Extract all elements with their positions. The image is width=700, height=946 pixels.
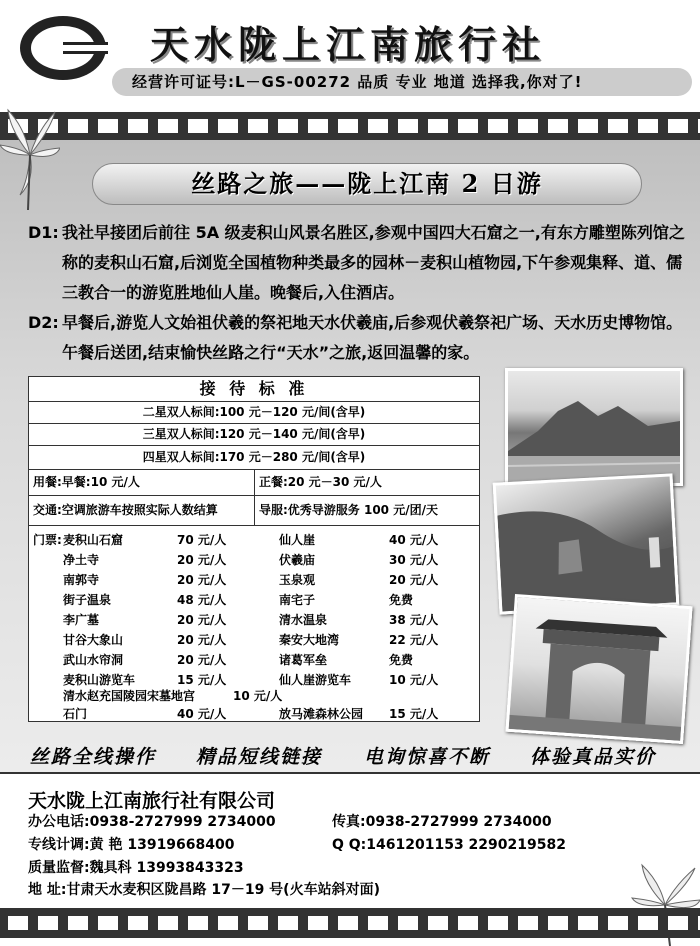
ticket-price: 免费	[389, 593, 414, 607]
archway-photo	[505, 594, 692, 744]
itinerary-day1	[28, 218, 688, 310]
company-logo	[18, 14, 108, 82]
ticket-price: 10 元/人	[389, 673, 439, 687]
room-row: 二星双人标间:100 元－120 元/间(含早)	[29, 401, 479, 424]
slogan: 丝路全线操作	[30, 746, 157, 768]
ticket-price: 30 元/人	[389, 553, 439, 567]
ticket-price: 20 元/人	[177, 573, 227, 587]
meals-row	[29, 469, 479, 496]
ticket-name: 麦积山游览车	[63, 673, 136, 687]
ticket-price: 40 元/人	[177, 707, 227, 721]
ticket-name: 玉泉观	[279, 573, 316, 587]
reception-standards-table	[28, 376, 480, 722]
qq-number: Q Q:1461201153 2290219582	[332, 837, 566, 853]
ticket-name: 石门	[63, 707, 88, 721]
transport: 交通:空调旅游车按照实际人数结算	[33, 503, 218, 517]
license-bar: 经营许可证号:L－GS-00272 品质 专业 地道 选择我,你对了!	[112, 68, 692, 96]
ticket-name: 伏羲庙	[279, 553, 316, 567]
slogan: 电询惊喜不断	[364, 746, 491, 768]
tickets-label: 门票:	[33, 533, 62, 547]
ticket-name: 麦积山石窟	[63, 533, 124, 547]
ticket-price: 20 元/人	[177, 633, 227, 647]
office-phone: 办公电话:0938-2727999 2734000	[28, 814, 276, 830]
tickets-section	[29, 525, 479, 721]
table-title: 接 待 标 准	[29, 377, 479, 402]
film-strip-bottom	[0, 908, 700, 938]
ticket-name: 放马滩森林公园	[279, 707, 364, 721]
meals-breakfast: 用餐:早餐:10 元/人	[33, 475, 140, 489]
meals-main: 正餐:20 元－30 元/人	[259, 475, 382, 489]
day-label: D2:	[28, 313, 59, 332]
day-description: 早餐后,游览人文始祖伏羲的祭祀地天水伏羲庙,后参观伏羲祭祀广场、天水历史博物馆。午餐后送团,结束愉快丝路之行“天水”之旅,返回温馨的家。	[62, 313, 683, 362]
ticket-price: 38 元/人	[389, 613, 439, 627]
company-full-name: 天水陇上江南旅行社有限公司	[28, 790, 276, 812]
ticket-price: 15 元/人	[177, 673, 227, 687]
ticket-name: 诸葛军垒	[279, 653, 328, 667]
ticket-price: 20 元/人	[177, 553, 227, 567]
ticket-price: 10 元/人	[233, 689, 283, 703]
address: 地 址:甘肃天水麦积区陇昌路 17－19 号(火车站斜对面)	[28, 882, 380, 898]
lily-flower-icon	[0, 100, 60, 210]
planner-contact: 专线计调:黄 艳 13919668400	[28, 837, 235, 853]
ticket-name: 净土寺	[63, 553, 100, 567]
room-row: 三星双人标间:120 元－140 元/间(含早)	[29, 423, 479, 446]
route-title-banner: 丝路之旅——陇上江南 2 日游	[92, 163, 642, 205]
ticket-price: 免费	[389, 653, 414, 667]
ticket-price: 48 元/人	[177, 593, 227, 607]
ticket-name: 李广墓	[63, 613, 100, 627]
ticket-price: 20 元/人	[177, 613, 227, 627]
ticket-name: 武山水帘洞	[63, 653, 124, 667]
film-strip-top	[0, 112, 700, 140]
ticket-price: 70 元/人	[177, 533, 227, 547]
room-row: 四星双人标间:170 元－280 元/间(含早)	[29, 445, 479, 470]
day-label: D1:	[28, 223, 59, 242]
ticket-name: 秦安大地湾	[279, 633, 340, 647]
ticket-name: 南宅子	[279, 593, 316, 607]
ticket-price: 40 元/人	[389, 533, 439, 547]
karst-lake-photo	[505, 368, 683, 486]
ticket-name: 甘谷大象山	[63, 633, 124, 647]
transport-row	[29, 495, 479, 526]
ticket-price: 20 元/人	[389, 573, 439, 587]
fax-number: 传真:0938-2727999 2734000	[332, 814, 552, 830]
slogan: 体验真品实价	[530, 746, 657, 768]
ticket-name: 清水温泉	[279, 613, 328, 627]
ticket-name: 街子温泉	[63, 593, 112, 607]
ticket-name: 仙人崖游览车	[279, 673, 352, 687]
ticket-name: 南郭寺	[63, 573, 100, 587]
ticket-name: 清水赵充国陵园宋墓地宫	[63, 689, 196, 703]
company-title: 天水陇上江南旅行社	[150, 22, 547, 67]
slogan: 精品短线链接	[196, 746, 323, 768]
day-description: 我社早接团后前往 5A 级麦积山风景名胜区,参观中国四大石窟之一,有东方雕塑陈列馆之称的麦积山石窟,后浏览全国植物种类最多的园林－麦积山植物园,下午参观集释、道、儒三教合一的游览胜地仙人崖。晚餐后,入住酒店。	[62, 223, 685, 302]
ticket-name: 仙人崖	[279, 533, 316, 547]
guide: 导服:优秀导游服务 100 元/团/天	[259, 503, 438, 517]
itinerary-day2	[28, 308, 688, 370]
ticket-price: 20 元/人	[177, 653, 227, 667]
divider	[0, 772, 700, 774]
quality-supervisor: 质量监督:魏具科 13993843323	[28, 860, 244, 876]
ticket-price: 15 元/人	[389, 707, 439, 721]
ticket-price: 22 元/人	[389, 633, 439, 647]
